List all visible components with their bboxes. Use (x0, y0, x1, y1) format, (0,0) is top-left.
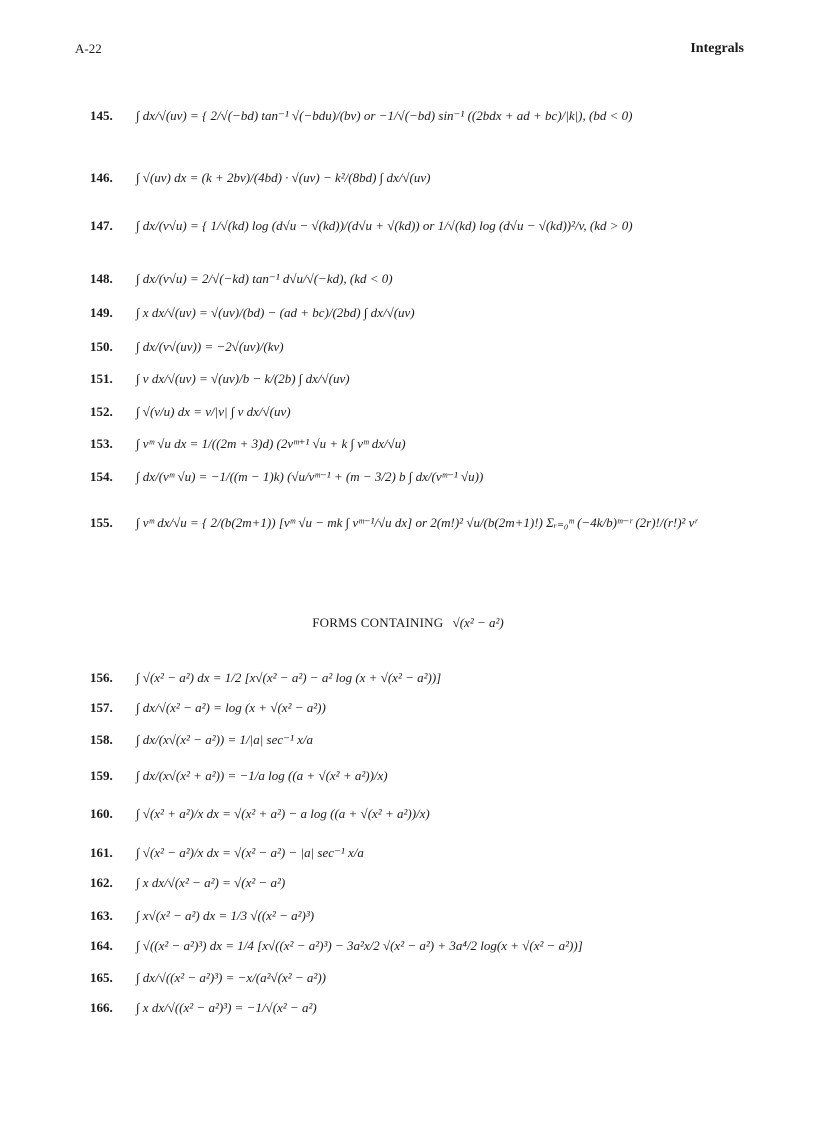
section-heading-label: FORMS CONTAINING (312, 615, 444, 630)
formula-row (90, 371, 350, 387)
formula-row (90, 806, 430, 822)
formula-expression: ∫ v dx/√(uv) = √(uv)/b − k/(2b) ∫ dx/√(uv) (136, 371, 350, 386)
formula-expression: ∫ √((x² − a²)³) dx = 1/4 [x√((x² − a²)³) − 3a²x/2 √(x² − a²) + 3a⁴/2 log(x + √(x² − a²))] (136, 938, 583, 953)
formula-expression: ∫ dx/(x√(x² − a²)) = 1/|a| sec⁻¹ x/a (136, 732, 314, 747)
formula-row (90, 732, 313, 748)
formula-row (90, 700, 326, 716)
formula-expression: ∫ dx/√(x² − a²) = log (x + √(x² − a²)) (136, 700, 326, 715)
formula-row (90, 404, 291, 420)
formula-number: 148. (90, 271, 113, 286)
formula-number: 151. (90, 371, 113, 386)
formula-row (90, 469, 483, 485)
formula-row (90, 515, 697, 531)
formula-row (90, 970, 326, 986)
formula-row (90, 305, 415, 321)
formula-number: 158. (90, 732, 113, 747)
formula-number: 164. (90, 938, 113, 953)
formula-row (90, 908, 314, 924)
formula-expression: ∫ √(x² + a²)/x dx = √(x² + a²) − a log ((a + √(x² + a²))/x) (136, 806, 430, 821)
formula-number: 147. (90, 218, 113, 233)
formula-number: 155. (90, 515, 113, 530)
formula-expression: ∫ dx/(v√(uv)) = −2√(uv)/(kv) (136, 339, 284, 354)
formula-number: 150. (90, 339, 113, 354)
formula-expression: ∫ x dx/√(x² − a²) = √(x² − a²) (136, 875, 286, 890)
formula-number: 145. (90, 108, 113, 123)
formula-expression: ∫ vᵐ dx/√u = { 2/(b(2m+1)) [vᵐ √u − mk ∫ vᵐ⁻¹/√u dx] or 2(m!)² √u/(b(2m+1)!) Σᵣ₌₀ᵐ (−4k/b)ᵐ⁻ʳ (2r)!/(r!)² vʳ (136, 515, 698, 530)
formula-expression: ∫ dx/√((x² − a²)³) = −x/(a²√(x² − a²)) (136, 970, 326, 985)
formula-number: 157. (90, 700, 113, 715)
formula-number: 146. (90, 170, 113, 185)
formula-expression: ∫ dx/√(uv) = { 2/√(−bd) tan⁻¹ √(−bdu)/(bv) or −1/√(−bd) sin⁻¹ ((2bdx + ad + bc)/|k|), (bd < 0) (136, 108, 633, 123)
formula-number: 165. (90, 970, 113, 985)
formula-expression: ∫ vᵐ √u dx = 1/((2m + 3)d) (2vᵐ⁺¹ √u + k ∫ vᵐ dx/√u) (136, 436, 406, 451)
formula-number: 152. (90, 404, 113, 419)
formula-number: 153. (90, 436, 113, 451)
formula-row (90, 271, 393, 287)
formula-expression: ∫ x dx/√(uv) = √(uv)/(bd) − (ad + bc)/(2bd) ∫ dx/√(uv) (136, 305, 415, 320)
page-number: A-22 (75, 41, 102, 56)
formula-number: 154. (90, 469, 113, 484)
formula-expression: ∫ x√(x² − a²) dx = 1/3 √((x² − a²)³) (136, 908, 315, 923)
formula-expression: ∫ x dx/√((x² − a²)³) = −1/√(x² − a²) (136, 1000, 317, 1015)
formula-number: 149. (90, 305, 113, 320)
formula-row (90, 768, 388, 784)
formula-expression: ∫ dx/(x√(x² + a²)) = −1/a log ((a + √(x² + a²))/x) (136, 768, 388, 783)
formula-number: 156. (90, 670, 113, 685)
formula-number: 166. (90, 1000, 113, 1015)
formula-row (90, 108, 632, 124)
formula-number: 162. (90, 875, 113, 890)
formula-row (90, 218, 633, 234)
formula-row (90, 875, 285, 891)
formula-expression: ∫ √(uv) dx = (k + 2bv)/(4bd) · √(uv) − k²/(8bd) ∫ dx/√(uv) (136, 170, 431, 185)
formula-expression: ∫ √(x² − a²) dx = 1/2 [x√(x² − a²) − a² log (x + √(x² − a²))] (136, 670, 442, 685)
formula-expression: ∫ dx/(v√u) = { 1/√(kd) log (d√u − √(kd))/(d√u + √(kd)) or 1/√(kd) log (d√u − √(kd))²/v, (kd > 0) (136, 218, 633, 233)
formula-expression: ∫ √(x² − a²)/x dx = √(x² − a²) − |a| sec⁻¹ x/a (136, 845, 364, 860)
formula-row (90, 339, 284, 355)
formula-number: 160. (90, 806, 113, 821)
formula-row (90, 670, 441, 686)
formula-number: 159. (90, 768, 113, 783)
formula-expression: ∫ √(v/u) dx = v/|v| ∫ v dx/√(uv) (136, 404, 291, 419)
formula-number: 163. (90, 908, 113, 923)
running-title: Integrals (690, 41, 744, 56)
formula-expression: ∫ dx/(v√u) = 2/√(−kd) tan⁻¹ d√u/√(−kd), (kd < 0) (136, 271, 393, 286)
formula-number: 161. (90, 845, 113, 860)
formula-row (90, 436, 406, 452)
formula-row (90, 845, 364, 861)
formula-row (90, 1000, 317, 1016)
formula-row (90, 938, 583, 954)
section-heading (0, 615, 816, 631)
formula-expression: ∫ dx/(vᵐ √u) = −1/((m − 1)k) (√u/vᵐ⁻¹ + (m − 3/2) b ∫ dx/(vᵐ⁻¹ √u)) (136, 469, 484, 484)
section-heading-math: √(x² − a²) (452, 615, 504, 630)
formula-row (90, 170, 430, 186)
